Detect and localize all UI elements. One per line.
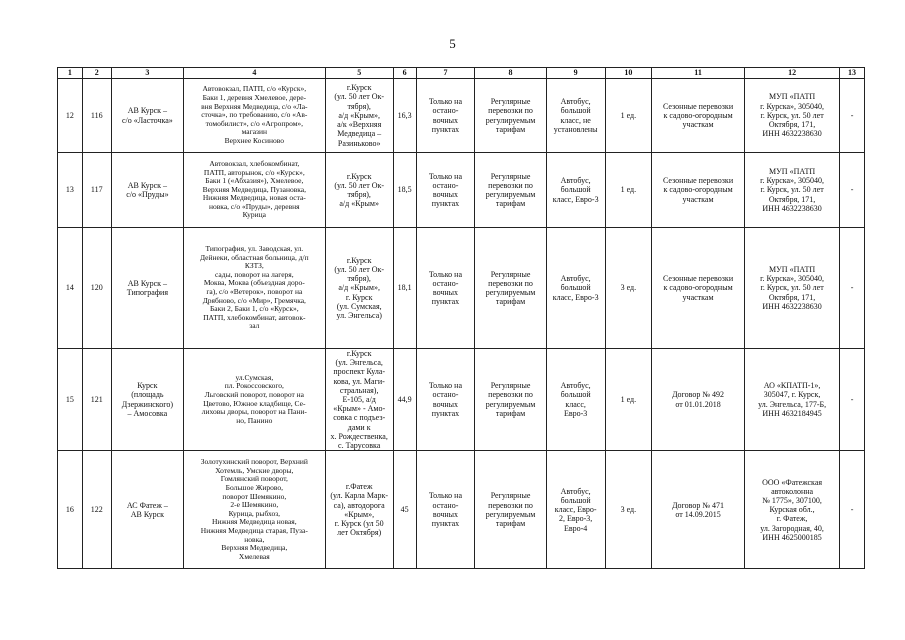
transport-type-cell: Регулярные перевозки по регулируемым тарифам: [475, 451, 546, 569]
vehicle-class-cell: Автобус, большой класс, Евро-3: [546, 349, 605, 451]
streets-cell: г.Курск (ул. 50 лет Ок- тября), а/д «Крым», г. Курск (ул. Сумская, ул. Энгельса): [325, 228, 393, 349]
contract-cell: Сезонные перевозки к садово-огородным участкам: [652, 79, 745, 153]
vehicle-class-cell: Автобус, большой класс, Евро-3: [546, 153, 605, 228]
extra-cell: -: [840, 451, 865, 569]
transport-type-cell: Регулярные перевозки по регулируемым тарифам: [475, 228, 546, 349]
extra-cell: -: [840, 228, 865, 349]
route-name-cell: АВ Курск – с/о «Ласточка»: [111, 79, 183, 153]
route-length-cell: 44,9: [393, 349, 416, 451]
header-cell: 6: [393, 68, 416, 79]
vehicle-count-cell: 3 ед.: [605, 451, 651, 569]
route-length-cell: 16,3: [393, 79, 416, 153]
header-cell: 13: [840, 68, 865, 79]
boarding-order-cell: Только на остано- вочных пунктах: [416, 153, 475, 228]
row-number-cell: 16: [58, 451, 83, 569]
stops-cell: ул.Сумская, пл. Рокоссовского, Льговский поворот, поворот на Цветово, Южное кладбище, Се- лиховы дворы, поворот на Пани- но, Панино: [184, 349, 326, 451]
header-cell: 11: [652, 68, 745, 79]
row-number-cell: 15: [58, 349, 83, 451]
route-name-cell: АС Фатеж – АВ Курск: [111, 451, 183, 569]
header-row: [58, 68, 865, 79]
extra-cell: -: [840, 79, 865, 153]
row-number-cell: 13: [58, 153, 83, 228]
contract-cell: Договор № 471 от 14.09.2015: [652, 451, 745, 569]
streets-cell: г.Курск (ул. 50 лет Ок- тября), а/д «Крым», а/к «Верхняя Медведица – Разиньково»: [325, 79, 393, 153]
header-cell: 9: [546, 68, 605, 79]
vehicle-count-cell: 1 ед.: [605, 79, 651, 153]
contract-cell: Сезонные перевозки к садово-огородным участкам: [652, 153, 745, 228]
route-number-cell: 116: [82, 79, 111, 153]
row-number-cell: 12: [58, 79, 83, 153]
carrier-cell: АО «КПАТП-1», 305047, г. Курск, ул. Энгельса, 177-Б, ИНН 4632184945: [745, 349, 840, 451]
extra-cell: -: [840, 349, 865, 451]
header-cell: 5: [325, 68, 393, 79]
transport-type-cell: Регулярные перевозки по регулируемым тарифам: [475, 349, 546, 451]
boarding-order-cell: Только на остано- вочных пунктах: [416, 228, 475, 349]
row-number-cell: 14: [58, 228, 83, 349]
route-number-cell: 122: [82, 451, 111, 569]
route-number-cell: 117: [82, 153, 111, 228]
streets-cell: г.Курск (ул. Энгельса, проспект Кула- кова, ул. Маги- стральная), Е-105, а/д «Крым» - Амо- совка с подъез- дами к х. Рождественка, с. Тарусовка: [325, 349, 393, 451]
route-length-cell: 18,1: [393, 228, 416, 349]
transport-type-cell: Регулярные перевозки по регулируемым тарифам: [475, 79, 546, 153]
streets-cell: г.Фатеж (ул. Карла Марк- са), автодорога «Крым», г. Курск (ул 50 лет Октября): [325, 451, 393, 569]
carrier-cell: ООО «Фатежская автоколонна № 1775», 307100, Курская обл., г. Фатеж, ул. Загородная, 40, ИНН 4625000185: [745, 451, 840, 569]
route-name-cell: АВ Курск – Типография: [111, 228, 183, 349]
contract-cell: Сезонные перевозки к садово-огородным участкам: [652, 228, 745, 349]
vehicle-count-cell: 1 ед.: [605, 349, 651, 451]
vehicle-class-cell: Автобус, большой класс, не установлены: [546, 79, 605, 153]
route-number-cell: 121: [82, 349, 111, 451]
header-cell: 8: [475, 68, 546, 79]
header-cell: 3: [111, 68, 183, 79]
table-row: [58, 451, 865, 569]
page-number: 5: [449, 36, 456, 51]
stops-cell: Типография, ул. Заводская, ул. Дейнеки, областная больница, д/п КЗТЗ, сады, поворот на лагеря, Моква, Моква (объездная доро- га), с/о «Ветерок», поворот на Дрябново, с/о «Мир», Гремячка, Баки 2, Баки 1, с/о «Курск», ПАТП, хлебокомбинат, автовок- зал: [184, 228, 326, 349]
contract-cell: Договор № 492 от 01.01.2018: [652, 349, 745, 451]
route-name-cell: АВ Курск – с/о «Пруды»: [111, 153, 183, 228]
route-number-cell: 120: [82, 228, 111, 349]
table-row: [58, 79, 865, 153]
table-row: [58, 153, 865, 228]
route-name-cell: Курск (площадь Дзержинского) – Амосовка: [111, 349, 183, 451]
vehicle-count-cell: 3 ед.: [605, 228, 651, 349]
header-cell: 2: [82, 68, 111, 79]
stops-cell: Автовокзал, хлебокомбинат, ПАТП, авторынок, с/о «Курск», Баки 1 («Абхазия»), Хмелевое, Верхняя Медведица, Пузановка, Нижняя Медведица, новая оста- новка, с/о «Пруды», деревня Курица: [184, 153, 326, 228]
header-cell: 7: [416, 68, 475, 79]
header-cell: 4: [184, 68, 326, 79]
route-length-cell: 18,5: [393, 153, 416, 228]
stops-cell: Автовокзал, ПАТП, с/о «Курск», Баки 1, деревня Хмелевое, дере- вня Верхняя Медведица, с/о «Ла- сточка», по требованию, с/о «Ав- томобилист», с/о «Агропром», магазин Верхнее Косиново: [184, 79, 326, 153]
vehicle-class-cell: Автобус, большой класс, Евро- 2, Евро-3, Евро-4: [546, 451, 605, 569]
table-row: [58, 228, 865, 349]
boarding-order-cell: Только на остано- вочных пунктах: [416, 79, 475, 153]
carrier-cell: МУП «ПАТП г. Курска», 305040, г. Курск, ул. 50 лет Октября, 171, ИНН 4632238630: [745, 228, 840, 349]
header-cell: 10: [605, 68, 651, 79]
carrier-cell: МУП «ПАТП г. Курска», 305040, г. Курск, ул. 50 лет Октября, 171, ИНН 4632238630: [745, 79, 840, 153]
table-row: [58, 349, 865, 451]
extra-cell: -: [840, 153, 865, 228]
carrier-cell: МУП «ПАТП г. Курска», 305040, г. Курск, ул. 50 лет Октября, 171, ИНН 4632238630: [745, 153, 840, 228]
route-length-cell: 45: [393, 451, 416, 569]
transport-type-cell: Регулярные перевозки по регулируемым тарифам: [475, 153, 546, 228]
header-cell: 12: [745, 68, 840, 79]
boarding-order-cell: Только на остано- вочных пунктах: [416, 349, 475, 451]
vehicle-count-cell: 1 ед.: [605, 153, 651, 228]
vehicle-class-cell: Автобус, большой класс, Евро-3: [546, 228, 605, 349]
streets-cell: г.Курск (ул. 50 лет Ок- тября), а/д «Крым»: [325, 153, 393, 228]
boarding-order-cell: Только на остано- вочных пунктах: [416, 451, 475, 569]
header-cell: 1: [58, 68, 83, 79]
routes-table: [57, 67, 865, 569]
stops-cell: Золотухинский поворот, Верхний Хотемль, Умские дворы, Гомлянский поворот, Большое Жирово, поворот Шемякино, 2-е Шемякино, Курица, рыбхоз, Нижняя Медведица новая, Нижняя Медведица старая, Пуза- новка, Верхняя Медведица, Хмелевая: [184, 451, 326, 569]
